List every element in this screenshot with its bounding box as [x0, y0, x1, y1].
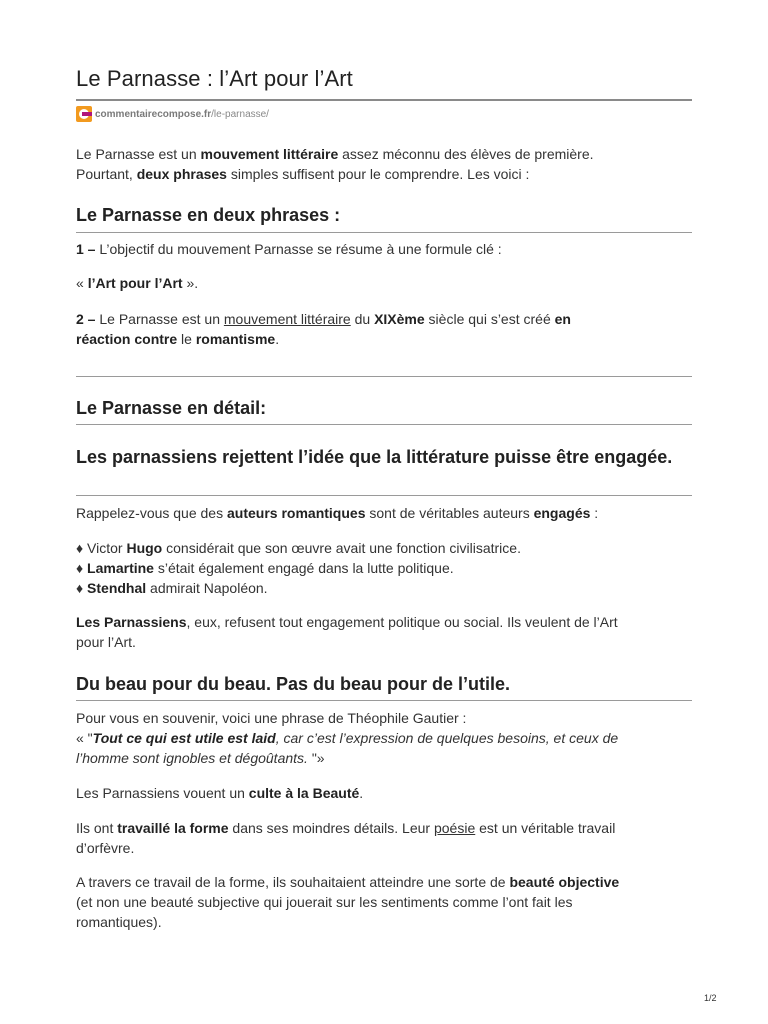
- section-heading-deux-phrases: Le Parnasse en deux phrases :: [76, 205, 341, 225]
- title-rule: [76, 99, 692, 101]
- romantic-authors-paragraph: Rappelez-vous que des auteurs romantiques sont de véritables auteurs engagés :: [76, 505, 599, 521]
- phrase-1: 1 – L’objectif du mouvement Parnasse se résume à une formule clé :: [76, 241, 502, 257]
- phrase-2: 2 – Le Parnasse est un mouvement littéraire du XIXème siècle qui s’est créé en réaction contre le romantisme.: [76, 311, 571, 347]
- site-logo-icon: [76, 106, 92, 122]
- list-item: ♦ Stendhal admirait Napoléon.: [76, 580, 268, 596]
- culte-paragraph: Les Parnassiens vouent un culte à la Beauté.: [76, 785, 364, 801]
- section-rule: [76, 424, 692, 425]
- source-path: /le-parnasse/: [211, 108, 269, 120]
- section-divider: [76, 376, 692, 377]
- page-number: 1/2: [704, 993, 717, 1003]
- page-title: Le Parnasse : l’Art pour l’Art: [76, 66, 353, 91]
- subheading-rule: [76, 495, 692, 496]
- authors-list: [76, 538, 692, 598]
- source-domain: commentairecompose.fr: [95, 108, 212, 120]
- source-link[interactable]: [76, 106, 269, 122]
- subheading-engagement: Les parnassiens rejettent l’idée que la littérature puisse être engagée.: [76, 447, 673, 467]
- poesie-link[interactable]: poésie: [433, 820, 476, 836]
- phrase-1-quote: « l’Art pour l’Art ».: [76, 275, 199, 291]
- list-item: ♦ Victor Hugo considérait que son œuvre avait une fonction civilisatrice.: [76, 540, 521, 556]
- list-item: ♦ Lamartine s’était également engagé dans la lutte politique.: [76, 560, 454, 576]
- subheading-rule: [76, 700, 692, 701]
- forme-paragraph: Ils ont travaillé la forme dans ses moindres détails. Leur poésie est un véritable travail d’orfèvre.: [76, 820, 616, 856]
- intro-paragraph: Le Parnasse est un mouvement littéraire assez méconnu des élèves de première. Pourtant, deux phrases simples suffisent pour le comprendre. Les voici :: [76, 146, 594, 182]
- section-heading-detail: Le Parnasse en détail:: [76, 398, 267, 418]
- subheading-beau: Du beau pour du beau. Pas du beau pour de l’utile.: [76, 674, 511, 694]
- mouvement-litteraire-link[interactable]: mouvement littéraire: [223, 311, 351, 327]
- section-rule: [76, 232, 692, 233]
- beaute-objective-paragraph: A travers ce travail de la forme, ils souhaitaient atteindre une sorte de beauté objective (et non une beauté subjective qui jouerait sur les sentiments comme l’ont fait les romantiques).: [76, 874, 620, 930]
- parnassiens-paragraph: Les Parnassiens, eux, refusent tout engagement politique ou social. Ils veulent de l’Art pour l’Art.: [76, 614, 618, 650]
- gautier-quote-paragraph: Pour vous en souvenir, voici une phrase de Théophile Gautier : « "Tout ce qui est utile est laid, car c’est l’expression de quelques besoins, et ceux de l’homme sont ignobles et dégoûtants. "»: [76, 710, 619, 766]
